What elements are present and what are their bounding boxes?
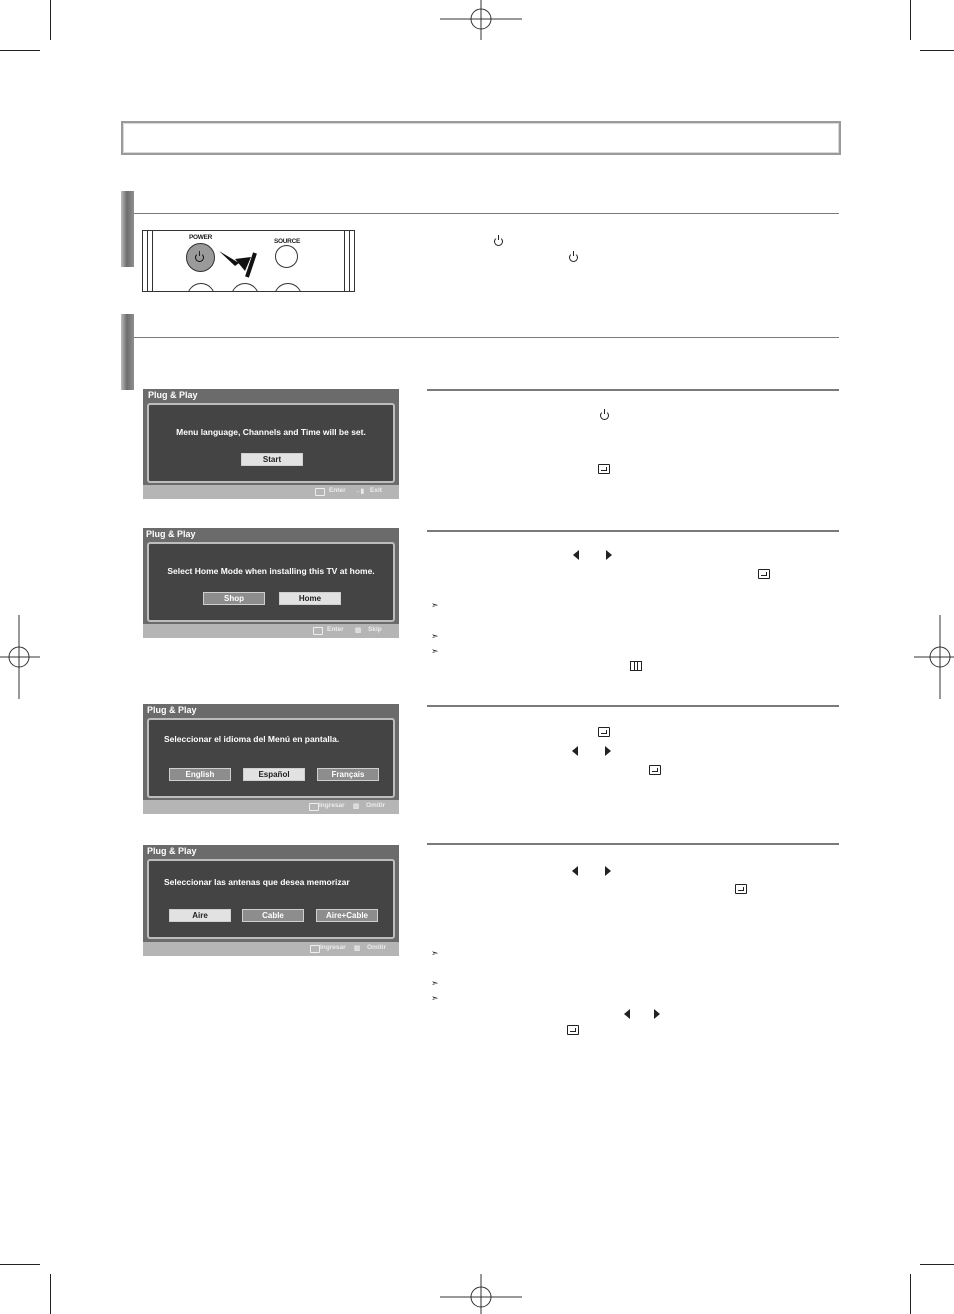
menu-icon bbox=[630, 661, 642, 671]
enter-icon bbox=[758, 569, 770, 579]
note-arrow-icon: ➣ bbox=[431, 631, 439, 641]
osd-footer bbox=[143, 800, 399, 814]
osd-message: Select Home Mode when installing this TV at home. bbox=[167, 566, 375, 576]
footer-enter: Enter bbox=[327, 626, 344, 633]
power-icon bbox=[600, 411, 609, 420]
footer-omitir: Omitir bbox=[367, 944, 387, 951]
osd-title: Plug & Play bbox=[148, 390, 198, 400]
osd-footer bbox=[143, 624, 399, 638]
footer-enter: Enter bbox=[329, 487, 346, 494]
note-arrow-icon: ➣ bbox=[431, 978, 439, 988]
menu-icon: ▥ bbox=[354, 945, 361, 952]
left-arrow-icon bbox=[573, 550, 579, 560]
footer-ingresar: Ingresar bbox=[320, 944, 346, 951]
enter-icon bbox=[598, 727, 610, 737]
remote-button[interactable] bbox=[187, 283, 215, 292]
menu-icon: ▥ bbox=[355, 627, 362, 634]
note-arrow-icon: ➣ bbox=[431, 948, 439, 958]
osd-panel bbox=[147, 859, 395, 939]
registration-target-bottom bbox=[440, 1274, 522, 1314]
espanol-button[interactable]: Español bbox=[243, 768, 305, 781]
left-arrow-icon bbox=[572, 866, 578, 876]
step-divider bbox=[427, 530, 839, 532]
registration-target-right bbox=[914, 615, 954, 699]
footer-ingresar: Ingresar bbox=[319, 802, 345, 809]
section-bar bbox=[121, 191, 134, 267]
footer-skip: Skip bbox=[368, 626, 382, 633]
remote-edge bbox=[147, 231, 153, 291]
note-arrow-icon: ➣ bbox=[431, 646, 439, 656]
enter-icon bbox=[649, 765, 661, 775]
section-divider bbox=[134, 213, 839, 214]
osd-message: Menu language, Channels and Time will be set. bbox=[176, 427, 366, 437]
aire-button[interactable]: Aire bbox=[169, 909, 231, 922]
crop-mark bbox=[910, 0, 911, 40]
osd-title: Plug & Play bbox=[146, 529, 196, 539]
left-arrow-icon bbox=[572, 746, 578, 756]
shop-button[interactable]: Shop bbox=[203, 592, 265, 605]
cable-button[interactable]: Cable bbox=[242, 909, 304, 922]
osd-screen-language bbox=[143, 389, 399, 499]
francais-button[interactable]: Français bbox=[317, 768, 379, 781]
english-button[interactable]: English bbox=[169, 768, 231, 781]
osd-panel bbox=[147, 718, 395, 798]
start-button[interactable]: Start bbox=[241, 453, 303, 466]
osd-panel bbox=[147, 403, 395, 483]
left-arrow-icon bbox=[624, 1009, 630, 1019]
page-title-box bbox=[121, 121, 841, 155]
aire-cable-button[interactable]: Aire+Cable bbox=[316, 909, 378, 922]
note-arrow-icon: ➣ bbox=[431, 600, 439, 610]
right-arrow-icon bbox=[605, 746, 611, 756]
source-button[interactable] bbox=[275, 245, 298, 268]
osd-screen-idioma bbox=[143, 704, 399, 814]
right-arrow-icon bbox=[654, 1009, 660, 1019]
enter-icon bbox=[598, 464, 610, 474]
home-button[interactable]: Home bbox=[279, 592, 341, 605]
registration-target-left bbox=[0, 615, 40, 699]
footer-omitir: Omitir bbox=[366, 802, 386, 809]
osd-screen-antenas bbox=[143, 845, 399, 956]
section-bar bbox=[121, 314, 134, 390]
osd-footer bbox=[143, 485, 399, 499]
step-divider bbox=[427, 389, 839, 391]
enter-icon bbox=[310, 945, 320, 953]
footer-exit: Exit bbox=[370, 487, 382, 494]
section-divider bbox=[134, 337, 839, 338]
crop-mark bbox=[0, 1264, 40, 1265]
power-icon bbox=[195, 253, 204, 262]
remote-button[interactable] bbox=[274, 283, 302, 292]
osd-panel bbox=[147, 542, 395, 622]
crop-mark bbox=[920, 1264, 954, 1265]
menu-icon: ▥ bbox=[353, 803, 360, 810]
right-arrow-icon bbox=[605, 866, 611, 876]
enter-icon bbox=[313, 627, 323, 635]
remote-button[interactable] bbox=[231, 283, 259, 292]
osd-title: Plug & Play bbox=[147, 705, 197, 715]
exit-icon: →▮ bbox=[354, 488, 365, 495]
crop-mark bbox=[0, 50, 40, 51]
right-arrow-icon bbox=[606, 550, 612, 560]
crop-mark bbox=[50, 0, 51, 40]
step-divider bbox=[427, 705, 839, 707]
remote-edge bbox=[344, 231, 350, 291]
enter-icon bbox=[735, 884, 747, 894]
crop-mark bbox=[50, 1274, 51, 1314]
enter-icon bbox=[567, 1025, 579, 1035]
osd-screen-mode bbox=[143, 528, 399, 638]
remote-control-image bbox=[142, 230, 355, 292]
power-button[interactable] bbox=[186, 243, 215, 272]
note-arrow-icon: ➣ bbox=[431, 993, 439, 1003]
power-label: POWER bbox=[189, 234, 213, 241]
step-divider bbox=[427, 843, 839, 845]
crop-mark bbox=[910, 1274, 911, 1314]
osd-title: Plug & Play bbox=[147, 846, 197, 856]
osd-footer bbox=[143, 942, 399, 956]
power-icon bbox=[569, 253, 578, 262]
registration-target-top bbox=[440, 0, 522, 40]
power-icon bbox=[494, 237, 503, 246]
pointer-arrow bbox=[217, 249, 267, 279]
osd-message: Seleccionar el idioma del Menú en pantalla. bbox=[164, 734, 340, 744]
enter-icon bbox=[315, 488, 325, 496]
source-label: SOURCE bbox=[274, 238, 301, 245]
enter-icon bbox=[309, 803, 319, 811]
osd-message: Seleccionar las antenas que desea memorizar bbox=[164, 877, 350, 887]
crop-mark bbox=[920, 50, 954, 51]
